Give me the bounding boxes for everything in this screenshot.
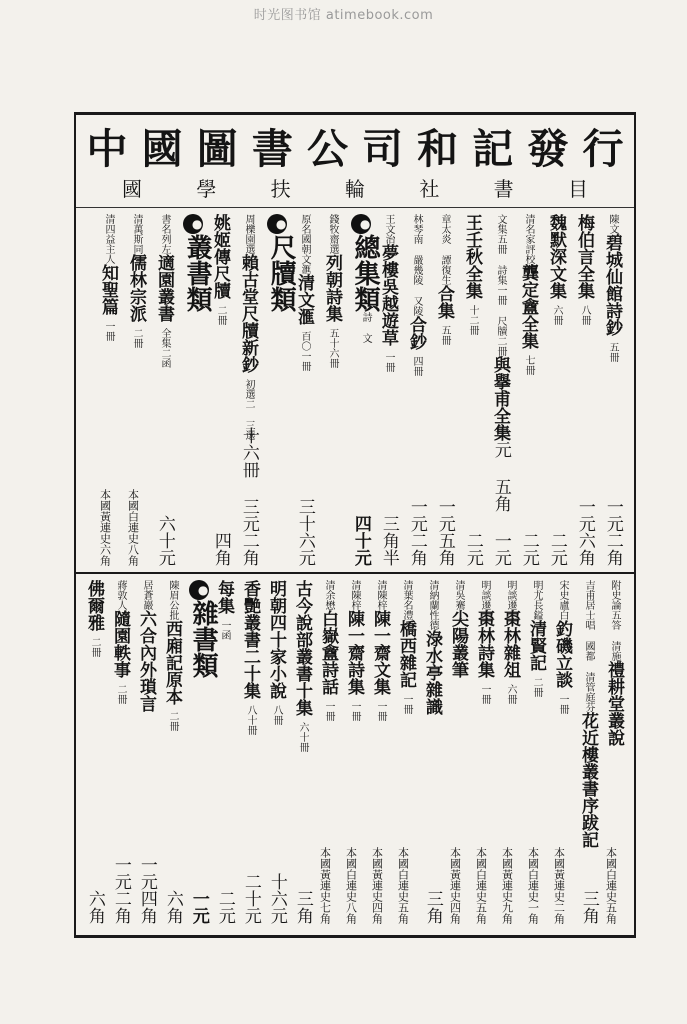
- book-entry: [82, 580, 108, 926]
- entry-title: 夢樓吳越遊草: [378, 244, 399, 346]
- entry-text: [604, 580, 623, 746]
- catalog-title: [120, 174, 590, 200]
- entry-note: 書名列左: [159, 214, 171, 254]
- price-label: 二元: [546, 532, 567, 566]
- volume-count: 一函: [219, 620, 231, 640]
- entry-text: [154, 214, 173, 368]
- entry-note: 陳眉公批: [167, 580, 179, 620]
- entry-note: 蔣敦人: [115, 580, 127, 610]
- book-entry: [376, 214, 404, 568]
- entry-title: 白嶽盦詩話: [318, 610, 339, 695]
- publisher-char: 和: [417, 124, 459, 173]
- entry-text: [422, 580, 441, 715]
- entry-note: 清吳騫: [453, 580, 465, 610]
- entry-text: [448, 580, 467, 678]
- bullet-icon: ●: [189, 580, 209, 600]
- entry-title: 總集類: [350, 234, 381, 312]
- volume-count: 一冊: [323, 701, 335, 721]
- price-label: 一元: [188, 890, 209, 924]
- entry-title: 花近樓叢書序跋記: [578, 712, 599, 848]
- price-label: 本國白連史八角: [126, 489, 140, 566]
- entry-text: [292, 580, 311, 752]
- publisher-char: 行: [582, 124, 624, 173]
- entry-text: [474, 580, 493, 704]
- entry-note: 居蒼巖: [141, 580, 153, 610]
- book-entry: [576, 580, 602, 926]
- price-label: 三十六元: [294, 498, 315, 566]
- publisher-char: 中: [86, 124, 128, 173]
- entry-title: 陳一齋詩集: [344, 610, 365, 695]
- book-entry: [602, 580, 628, 926]
- price-label: 二元: [518, 532, 539, 566]
- entry-title: 合鈔: [406, 316, 427, 350]
- entry-text: [406, 214, 425, 376]
- entry-note: 宋史盧白: [557, 580, 569, 620]
- entry-text: [210, 214, 229, 325]
- price-label: 二元: [462, 532, 483, 566]
- publisher-char: 書: [251, 124, 293, 173]
- price-label: 十六元: [266, 873, 287, 924]
- price-label: 三角: [292, 890, 313, 924]
- price-label: 本國白連史八角: [344, 847, 358, 924]
- book-entry: [134, 580, 160, 926]
- price-label: 本國黃連史六角: [98, 489, 112, 566]
- book-entry: [544, 214, 572, 568]
- catalog-title-char: 書: [493, 176, 514, 201]
- publisher-char: 國: [141, 124, 183, 173]
- bullet-icon: ●: [267, 214, 287, 234]
- entry-note: 明尤長鎰: [531, 580, 543, 620]
- entry-note: 清陳梓: [349, 580, 361, 610]
- publisher-char: 記: [472, 124, 514, 173]
- entry-title: 清賢記: [526, 620, 547, 671]
- volume-count: 五冊: [607, 342, 619, 362]
- volume-count: 二冊: [167, 711, 179, 731]
- volume-count: 全集二函: [159, 328, 171, 368]
- entry-note: 章太炎 譚復生: [439, 214, 451, 285]
- bullet-icon: ●: [351, 214, 371, 234]
- book-entry: [460, 214, 488, 568]
- entry-text: [188, 580, 217, 678]
- entry-title: 陳一齋文集: [370, 610, 391, 695]
- entry-title: 佛爾雅: [84, 580, 105, 631]
- price-label: 本國黃連史二角: [552, 847, 566, 924]
- book-entry: [472, 580, 498, 926]
- price-label: 六角: [84, 890, 105, 924]
- book-entry: [368, 580, 394, 926]
- entry-title: 儒林宗派: [126, 254, 147, 322]
- category-heading: [186, 580, 219, 926]
- volume-count: 初選二 三選: [243, 379, 255, 440]
- entry-title: 適園叢書: [154, 254, 175, 322]
- entry-note: 附史論五答 清施: [609, 580, 621, 661]
- price-label: 十六冊 三元二角: [238, 427, 259, 566]
- volume-count: 一冊: [479, 684, 491, 704]
- entry-note: 明談遷: [479, 580, 491, 610]
- entry-note: 周櫟園選: [243, 214, 255, 254]
- volume-count: 一冊: [401, 694, 413, 714]
- entry-text: [110, 580, 129, 704]
- price-label: 四十元: [350, 515, 371, 566]
- book-entry: [446, 580, 472, 926]
- entry-text: [500, 580, 519, 704]
- book-entry: [516, 214, 544, 568]
- price-label: 三角半: [378, 515, 399, 566]
- entry-text: [294, 214, 313, 371]
- entry-title: 尺牘類: [266, 234, 297, 312]
- entry-note: 明談遷: [505, 580, 517, 610]
- price-label: 本國黃連史九角: [500, 847, 514, 924]
- entry-note: 清納蘭性德: [427, 580, 439, 630]
- category-heading: [348, 214, 381, 568]
- entry-title: 姚姬傳尺牘: [210, 214, 231, 299]
- entry-text: [136, 580, 155, 712]
- price-label: 本國白連史五角: [474, 847, 488, 924]
- book-entry: [152, 214, 180, 568]
- entry-title: 橋西雜記: [396, 620, 417, 688]
- entry-note: 清名家評校: [523, 214, 535, 264]
- book-entry: [394, 580, 420, 926]
- entry-text: [266, 214, 295, 312]
- entry-text: [434, 214, 453, 345]
- entry-title: 明朝四十家小說: [266, 580, 287, 699]
- book-entry: [320, 214, 348, 568]
- price-label: 本國黃連史七角: [318, 847, 332, 924]
- entry-note: 詩 文: [360, 312, 372, 343]
- entry-text: [318, 580, 337, 721]
- price-label: 六十元: [154, 515, 175, 566]
- price-label: 本國白連史一角: [526, 847, 540, 924]
- entry-text: [462, 214, 481, 335]
- entry-note: 清四益主人: [103, 214, 115, 264]
- book-entry: [208, 214, 236, 568]
- price-label: 一元五角: [434, 498, 455, 566]
- book-entry: [290, 580, 316, 926]
- catalog-title-char: 目: [567, 176, 588, 201]
- book-entry: [488, 214, 516, 568]
- catalog-title-char: 國: [122, 176, 142, 201]
- entry-note: 原名國朝文滙: [299, 214, 311, 274]
- volume-count: 七冊: [523, 355, 535, 375]
- entry-note: 清陳梓: [375, 580, 387, 610]
- volume-count: 八十冊: [245, 705, 257, 735]
- section-divider: [76, 572, 634, 574]
- volume-count: 二冊: [115, 684, 127, 704]
- publisher-char: 公: [306, 124, 348, 173]
- volume-count: 百〇一冊: [299, 331, 311, 371]
- entry-note: 陳文: [607, 214, 619, 234]
- entry-note: 王文治: [383, 214, 395, 244]
- book-entry: [96, 214, 124, 568]
- price-label: 三角: [578, 890, 599, 924]
- entry-title: 棗林雜俎: [500, 610, 521, 678]
- entry-title: 西廂記原本: [162, 620, 183, 705]
- entry-text: [322, 214, 341, 368]
- entry-title: 六合內外瑣言: [136, 610, 157, 712]
- entry-text: [266, 580, 285, 725]
- book-entry: [432, 214, 460, 568]
- entry-text: [490, 214, 509, 441]
- book-entry: [236, 214, 264, 568]
- book-entry: [404, 214, 432, 568]
- entry-title: 清文滙: [294, 274, 315, 325]
- entry-text: [396, 580, 415, 714]
- price-label: 四角: [210, 532, 231, 566]
- volume-count: 六十冊: [297, 722, 309, 752]
- entry-note: 林琴南 嚴幾陵 又陵: [411, 214, 423, 316]
- entry-text: [574, 214, 593, 325]
- book-entry: [124, 214, 152, 568]
- entry-title: 魏默深文集: [546, 214, 567, 299]
- entry-text: [98, 214, 117, 341]
- price-label: 二十元: [240, 873, 261, 924]
- header-divider: [76, 207, 634, 208]
- category-heading: [264, 214, 297, 568]
- book-entry: [498, 580, 524, 926]
- entry-title: 王壬秋全集: [462, 214, 483, 299]
- volume-count: 一冊: [557, 694, 569, 714]
- entry-title: 古今說部叢書十集: [292, 580, 313, 716]
- entry-text: [126, 214, 145, 348]
- entry-note: 清葉名澧: [401, 580, 413, 620]
- entry-title: 賴古堂尺牘新鈔: [238, 254, 259, 373]
- volume-count: 五冊: [439, 325, 451, 345]
- book-entry: [264, 580, 290, 926]
- entry-title: 與擧甫全集: [490, 356, 511, 441]
- entry-note: 吉甫居士唱 國都 清管庭芬: [583, 580, 595, 712]
- entry-title: 禮耕堂叢說: [604, 661, 625, 746]
- book-entry: [316, 580, 342, 926]
- book-entry: [342, 580, 368, 926]
- publisher-char: 圖: [196, 124, 238, 173]
- price-label: 本國白連史五角: [396, 847, 410, 924]
- price-label: 三角: [422, 890, 443, 924]
- volume-count: 二冊: [131, 328, 143, 348]
- book-entry: [108, 580, 134, 926]
- price-label: 一元四角: [136, 856, 157, 924]
- book-entry: [420, 580, 446, 926]
- entry-title: 龔定盦全集: [518, 264, 539, 349]
- publisher-heading: [84, 122, 626, 173]
- entry-text: [602, 214, 621, 362]
- book-entry: [600, 214, 628, 568]
- top-catalog-panel: [80, 214, 628, 568]
- entry-title: 棗林詩集: [474, 610, 495, 678]
- entry-text: [578, 580, 597, 848]
- price-label: 本國白連史五角: [604, 847, 618, 924]
- entry-text: [350, 214, 379, 343]
- price-label: 一元 五角 一元: [490, 424, 511, 566]
- price-label: 一元六角: [574, 498, 595, 566]
- catalog-title-char: 學: [196, 176, 217, 201]
- volume-count: 二冊: [215, 305, 227, 325]
- entry-title: 叢書類: [182, 234, 213, 312]
- price-label: 六角: [162, 890, 183, 924]
- watermark: 时光图书馆 atimebook.com: [253, 8, 434, 23]
- entry-title: 雜書類: [188, 600, 219, 678]
- publisher-char: 發: [527, 124, 569, 173]
- price-label: 本國黃連史四角: [370, 847, 384, 924]
- entry-text: [526, 580, 545, 697]
- volume-count: 一冊: [383, 352, 395, 372]
- price-label: 本國黃連史四角: [448, 847, 462, 924]
- price-label: 一元二角: [602, 498, 623, 566]
- catalog-title-char: 扶: [270, 176, 291, 201]
- volume-count: 二冊: [89, 637, 101, 657]
- entry-title: 每集: [214, 580, 235, 614]
- entry-text: [238, 214, 257, 440]
- entry-title: 梅伯言全集: [574, 214, 595, 299]
- catalog-title-char: 輪: [344, 176, 365, 201]
- category-heading: [180, 214, 213, 568]
- book-entry: [524, 580, 550, 926]
- bottom-catalog-panel: [80, 580, 628, 926]
- volume-count: 十二冊: [467, 305, 479, 335]
- volume-count: 六冊: [505, 684, 517, 704]
- volume-count: 八冊: [579, 305, 591, 325]
- volume-count: 一冊: [375, 701, 387, 721]
- entry-title: 隨園軼事: [110, 610, 131, 678]
- price-label: 二元: [214, 890, 235, 924]
- entry-note: 清余懋: [323, 580, 335, 610]
- catalog-title-char: 社: [419, 176, 440, 201]
- entry-title: 香艷叢書二十集: [240, 580, 261, 699]
- bullet-icon: ●: [183, 214, 203, 234]
- volume-count: 四冊: [411, 356, 423, 376]
- entry-text: [518, 214, 537, 375]
- entry-note: 錢牧齋選: [327, 214, 339, 254]
- entry-note: 文集五冊 詩集一冊 尺牘二冊: [495, 214, 507, 356]
- entry-note: 清萬斯同: [131, 214, 143, 254]
- entry-title: 尖陽叢筆: [448, 610, 469, 678]
- entry-text: [84, 580, 103, 657]
- entry-text: [546, 214, 565, 325]
- entry-title: 合集: [434, 285, 455, 319]
- entry-title: 淥水亭雜識: [422, 630, 443, 715]
- price-label: 一元二角: [406, 498, 427, 566]
- entry-title: 碧城仙館詩鈔: [602, 234, 623, 336]
- entry-text: [370, 580, 389, 721]
- volume-count: 二冊: [531, 677, 543, 697]
- volume-count: 五十六冊: [327, 328, 339, 368]
- entry-text: [240, 580, 259, 735]
- entry-text: [552, 580, 571, 714]
- entry-title: 列朝詩集: [322, 254, 343, 322]
- entry-text: [378, 214, 397, 372]
- volume-count: 六冊: [551, 305, 563, 325]
- volume-count: 一冊: [349, 701, 361, 721]
- entry-text: [182, 214, 211, 312]
- book-entry: [550, 580, 576, 926]
- book-entry: [292, 214, 320, 568]
- entry-title: 知聖篇: [98, 264, 119, 315]
- publisher-char: 司: [362, 124, 404, 173]
- entry-text: [344, 580, 363, 721]
- volume-count: 一冊: [103, 321, 115, 341]
- book-entry: [160, 580, 186, 926]
- book-entry: [238, 580, 264, 926]
- book-entry: [572, 214, 600, 568]
- entry-text: [162, 580, 181, 731]
- entry-title: 釣磯立談: [552, 620, 573, 688]
- volume-count: 八冊: [271, 705, 283, 725]
- price-label: 一元二角: [110, 856, 131, 924]
